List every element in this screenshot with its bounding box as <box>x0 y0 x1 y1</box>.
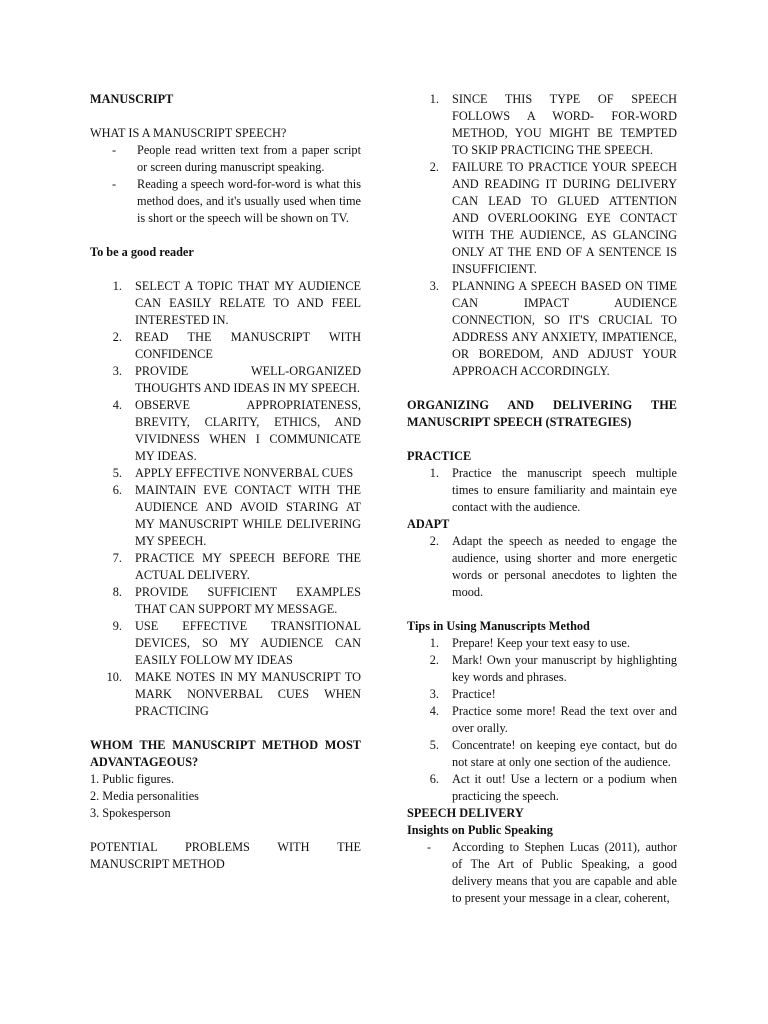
tips-heading: Tips in Using Manuscripts Method <box>407 619 590 633</box>
list-item: - Reading a speech word-for-word is what this method does, and it's usually used when time is short or the speech will be shown on TV. <box>112 177 361 225</box>
list-item: 2. READ THE MANUSCRIPT WITH CONFIDENCE <box>112 330 361 361</box>
list-item: 3. PROVIDE WELL-ORGANIZED THOUGHTS AND IDEAS IN MY SPEECH. <box>112 364 361 395</box>
practice-heading: PRACTICE <box>407 449 472 463</box>
insights-list <box>407 839 677 907</box>
practice-list <box>407 465 677 516</box>
list-item: 5. APPLY EFFECTIVE NONVERBAL CUES <box>112 466 354 480</box>
list-item: 6. Act it out! Use a lectern or a podium when practicing the speech. <box>429 772 677 803</box>
list-item: 3. Practice! <box>429 687 496 701</box>
whom-item-3: 3. Spokesperson <box>90 806 171 820</box>
definition-list <box>90 142 361 227</box>
list-item: 2. Mark! Own your manuscript by highlighting key words and phrases. <box>429 653 677 684</box>
manuscript-heading: MANUSCRIPT <box>90 92 174 106</box>
whom-heading: WHOM THE MANUSCRIPT METHOD MOST ADVANTAGEOUS? <box>90 738 361 769</box>
manuscript-question: WHAT IS A MANUSCRIPT SPEECH? <box>90 126 287 140</box>
list-item: 1. Prepare! Keep your text easy to use. <box>429 636 630 650</box>
adapt-heading: ADAPT <box>407 517 450 531</box>
tips-list <box>407 635 677 805</box>
list-item: 6. MAINTAIN EVE CONTACT WITH THE AUDIENCE AND AVOID STARING AT MY MANUSCRIPT WHILE DELIVERING MY SPEECH. <box>112 483 361 548</box>
list-item: 9. USE EFFECTIVE TRANSITIONAL DEVICES, SO MY AUDIENCE CAN EASILY FOLLOW MY IDEAS <box>112 619 361 667</box>
problems-list <box>407 91 677 380</box>
list-item: - According to Stephen Lucas (2011), author of The Art of Public Speaking, a good delivery means that you are capable and able to present your message in a clear, coherent, <box>427 840 677 905</box>
whom-item-1: 1. Public figures. <box>90 772 175 786</box>
list-item: 1. SINCE THIS TYPE OF SPEECH FOLLOWS A WORD- FOR-WORD METHOD, YOU MIGHT BE TEMPTED TO SKIP PRACTICING THE SPEECH. <box>429 92 677 157</box>
insights-heading: Insights on Public Speaking <box>407 823 553 837</box>
whom-item-2: 2. Media personalities <box>90 789 199 803</box>
good-reader-heading: To be a good reader <box>90 245 194 259</box>
list-item: 2. FAILURE TO PRACTICE YOUR SPEECH AND READING IT DURING DELIVERY CAN LEAD TO GLUED ATTENTION AND OVERLOOKING EYE CONTACT WITH THE AUDIENCE, AS GLANCING ONLY AT THE END OF A SENTENCE IS INSUFFICIENT. <box>429 160 677 276</box>
list-item: - People read written text from a paper script or screen during manuscript speaking. <box>112 143 361 174</box>
list-item: 10. MAKE NOTES IN MY MANUSCRIPT TO MARK NONVERBAL CUES WHEN PRACTICING <box>106 670 361 718</box>
list-item: 4. OBSERVE APPROPRIATENESS, BREVITY, CLARITY, ETHICS, AND VIVIDNESS WHEN I COMMUNICATE MY IDEAS. <box>112 398 361 463</box>
list-item: 1. Practice the manuscript speech multiple times to ensure familiarity and maintain eye contact with the audience. <box>429 466 677 514</box>
list-item: 7. PRACTICE MY SPEECH BEFORE THE ACTUAL DELIVERY. <box>112 551 361 582</box>
list-item: 8. PROVIDE SUFFICIENT EXAMPLES THAT CAN SUPPORT MY MESSAGE. <box>112 585 361 616</box>
list-item: 4. Practice some more! Read the text over and over orally. <box>429 704 677 735</box>
list-item: 1. SELECT A TOPIC THAT MY AUDIENCE CAN EASILY RELATE TO AND FEEL INTERESTED IN. <box>112 279 361 327</box>
speech-delivery-heading: SPEECH DELIVERY <box>407 806 524 820</box>
list-item: 5. Concentrate! on keeping eye contact, but do not stare at only one section of the audience. <box>429 738 677 769</box>
list-item: 2. Adapt the speech as needed to engage the audience, using shorter and more energetic words or personal anecdotes to lighten the mood. <box>429 534 677 599</box>
problems-heading: POTENTIAL PROBLEMS WITH THE MANUSCRIPT METHOD <box>90 840 361 871</box>
strategies-heading: ORGANIZING AND DELIVERING THE MANUSCRIPT SPEECH (STRATEGIES) <box>407 398 677 429</box>
right-column <box>407 91 677 907</box>
list-item: 3. PLANNING A SPEECH BASED ON TIME CAN IMPACT AUDIENCE CONNECTION, SO IT'S CRUCIAL TO ADDRESS ANY ANXIETY, IMPATIENCE, OR BOREDOM, AND ADJUST YOUR APPROACH ACCORDINGLY. <box>429 279 677 378</box>
adapt-list <box>407 533 677 601</box>
good-reader-list <box>90 278 361 720</box>
left-column <box>90 91 361 873</box>
